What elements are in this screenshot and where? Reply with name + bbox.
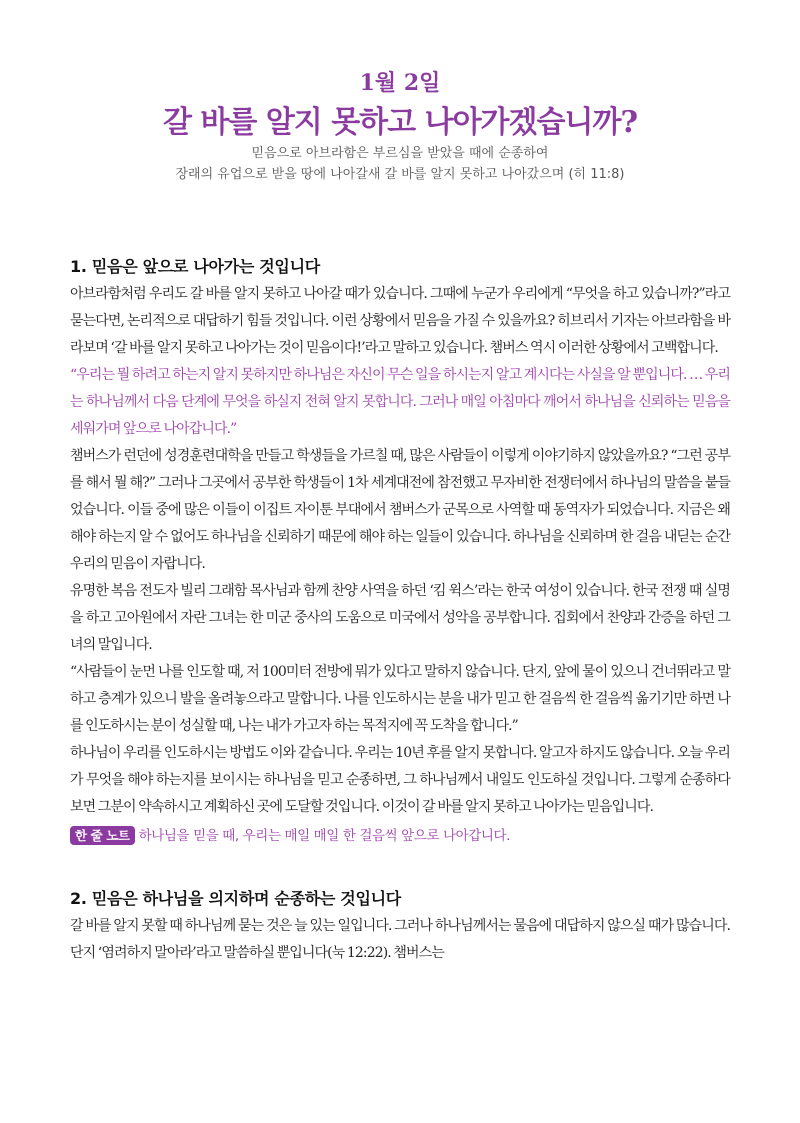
section-1-paragraph-3: 유명한 복음 전도자 빌리 그래함 목사님과 함께 찬양 사역을 하던 ‘킴 윅스’라는 한국 여성이 있습니다. 한국 전쟁 때 실명을 하고 고아원에서 자란 그녀는 한 미군 중사의 도움으로 미국에서 성악을 공부합니다. 집회에서 찬양과 간증을 하던 그녀의 말입니다. [70,583,730,653]
note-text: 하나님을 믿을 때, 우리는 매일 매일 한 걸음씩 앞으로 나아갑니다. [138,828,511,844]
date-label: 1월 2일 [359,70,441,96]
one-line-note [70,823,730,849]
verse-line-1: 믿음으로 아브라함은 부르심을 받았을 때에 순종하여 [251,146,549,161]
page-title: 갈 바를 알지 못하고 나아가겠습니까? [162,105,638,140]
section-1-paragraph-1: 아브라함처럼 우리도 갈 바를 알지 못하고 나아갈 때가 있습니다. 그때에 누군가 우리에게 “무엇을 하고 있습니까?”라고 묻는다면, 논리적으로 대답하기 힘들 것입니다. 이런 상황에서 믿음을 가질 수 있을까요? 히브리서 기자는 아브라함을 바라보며 ‘갈 바를 알지 못하고 나아가는 것이 믿음이다!’라고 말하고 있습니다. 챔버스 역시 이러한 상황에서 고백합니다. [70,286,730,356]
chambers-quote: “우리는 뭘 하려고 하는지 알지 못하지만 하나님은 자신이 무슨 일을 하시는지 알고 계시다는 사실을 알 뿐입니다. … 우리는 하나님께서 다음 단계에 무엇을 하실지 전혀 알지 못합니다. 그러나 매일 아침마다 깨어서 하나님을 신뢰하는 믿음을 세워가며 앞으로 나아갑니다.” [70,367,730,437]
section-1-paragraph-5: 하나님이 우리를 인도하시는 방법도 이와 같습니다. 우리는 10년 후를 알지 못합니다. 알고자 하지도 않습니다. 오늘 우리가 무엇을 해야 하는지를 보이시는 하나님을 믿고 순종하면, 그 하나님께서 내일도 인도하실 것입니다. 그렇게 순종하다 보면 그분이 약속하시고 계획하신 곳에 도달할 것입니다. 이것이 갈 바를 알지 못하고 나아가는 믿음입니다. [70,745,730,815]
section-2-heading: 2. 믿음은 하나님을 의지하며 순종하는 것입니다 [70,889,401,908]
article-body [70,253,730,967]
kim-wickes-quote: “사람들이 눈먼 나를 인도할 때, 저 100미터 전방에 뭐가 있다고 말하지 않습니다. 단지, 앞에 물이 있으니 건너뛰라고 말하고 층계가 있으니 발을 올려놓으라고 말합니다. 나를 인도하시는 분을 내가 믿고 한 걸음씩 한 걸음씩 옮기기만 하면 나를 인도하시는 분이 성실할 때, 나는 내가 가고자 하는 목적지에 꼭 도착을 합니다.” [70,664,730,734]
scripture-verse [0,143,800,185]
section-spacer [70,849,730,885]
section-1-paragraph-2: 챔버스가 런던에 성경훈련대학을 만들고 학생들을 가르칠 때, 많은 사람들이 이렇게 이야기하지 않았을까요? “그런 공부를 해서 뭘 해?” 그러나 그곳에서 공부한 학생들이 1차 세계대전에 참전했고 무자비한 전쟁터에서 하나님의 말씀을 붙들었습니다. 이들 중에 많은 이들이 이집트 자이툰 부대에서 챔버스가 군목으로 사역할 때 동역자가 되었습니다. 지금은 왜 해야 하는지 알 수 없어도 하나님을 신뢰하기 때문에 해야 하는 일들이 있습니다. 하나님을 신뢰하며 한 걸음 내딛는 순간 우리의 믿음이 자랍니다. [70,448,730,572]
note-badge: 한 줄 노트 [70,826,135,845]
section-1-heading: 1. 믿음은 앞으로 나아가는 것입니다 [70,257,320,276]
section-2-paragraph-1: 갈 바를 알지 못할 때 하나님께 묻는 것은 늘 있는 일입니다. 그러나 하나님께서는 물음에 대답하지 않으실 때가 많습니다. 단지 ‘염려하지 말아라’라고 말씀하실 뿐입니다(눅 12:22). 챔버스는 [70,918,730,961]
verse-line-2: 장래의 유업으로 받을 땅에 나아갈새 갈 바를 알지 못하고 나아갔으며 (히 11:8) [175,167,625,182]
